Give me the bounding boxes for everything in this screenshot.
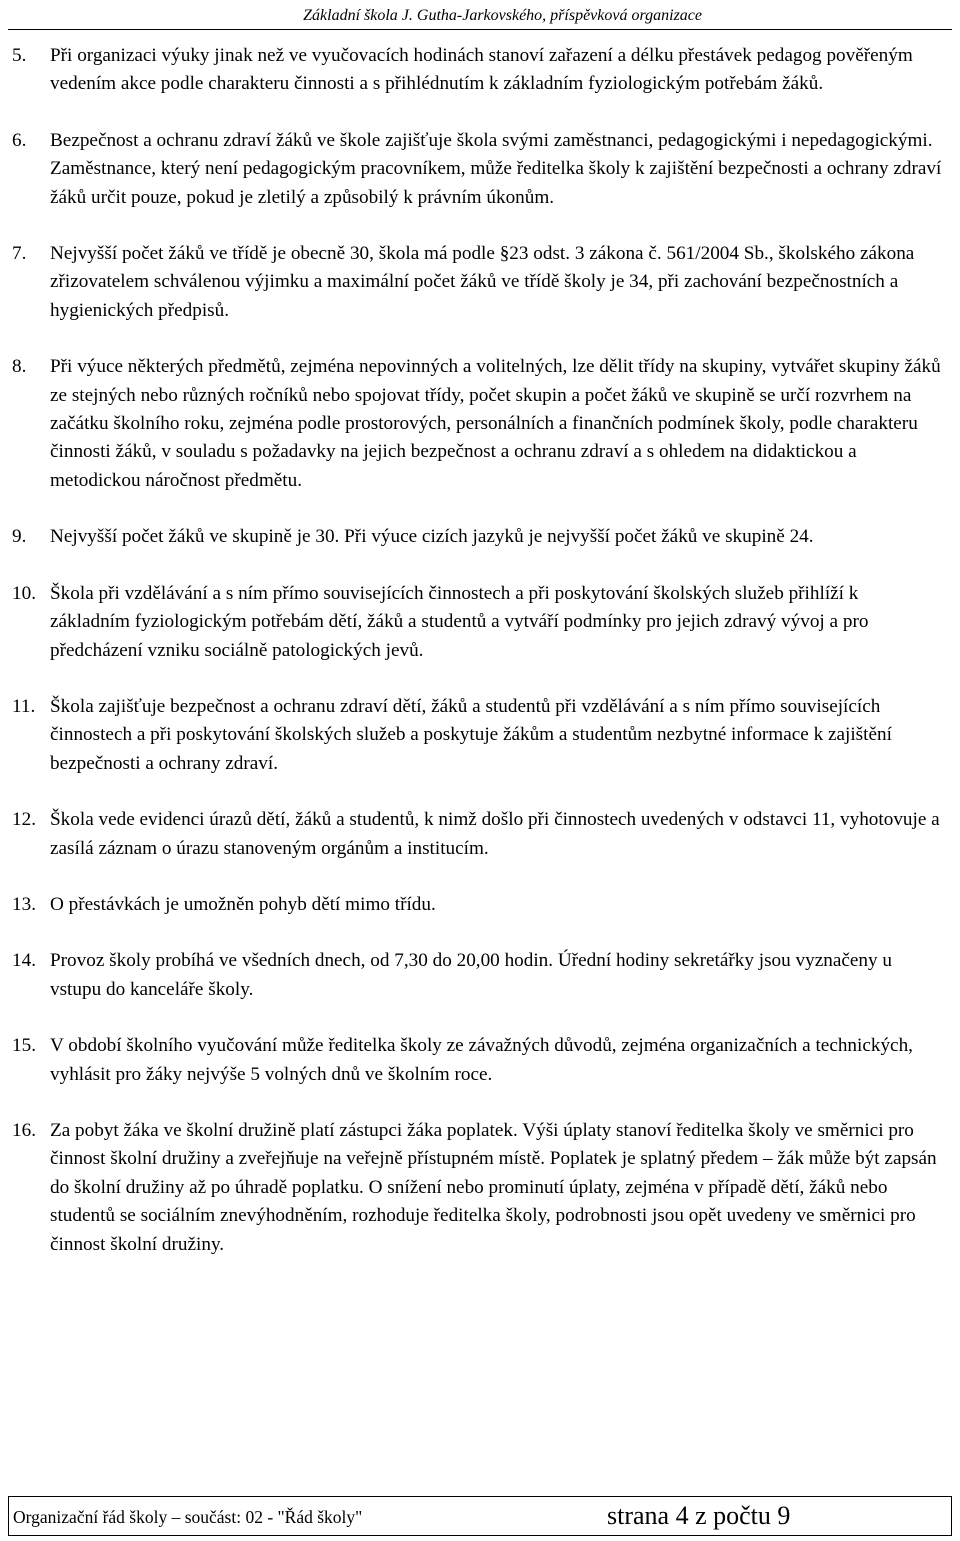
item-text: Škola při vzdělávání a s ním přímo souvisejících činnostech a při poskytování školských služeb přihlíží k základním fyziologickým potřebám dětí, žáků a studentů a vytváří podmínky pro jejich zdravý vývoj a pro předcházení vzniku sociálně patologických jevů.	[50, 582, 869, 661]
item-text: Škola vede evidenci úrazů dětí, žáků a studentů, k nimž došlo při činnostech uvedených v odstavci 11, vyhotovuje a zasílá záznam o úrazu stanoveným orgánům a institucím.	[50, 809, 940, 859]
item-number: 8.	[12, 356, 27, 378]
header-rule	[8, 29, 952, 30]
item-number: 14.	[12, 950, 36, 972]
page-footer	[8, 1496, 952, 1536]
item-text: Bezpečnost a ochranu zdraví žáků ve škole zajišťuje škola svými zaměstnanci, pedagogickými i nepedagogickými. Zaměstnance, který není pedagogickým pracovníkem, může ředitelka školy k zajištění bezpečnosti a ochrany zdraví žáků určit pouze, pokud je zletilý a způsobilý k právním úkonům.	[50, 129, 942, 208]
item-text: Nejvyšší počet žáků ve skupině je 30. Při výuce cizích jazyků je nejvyšší počet žáků ve skupině 24.	[50, 526, 814, 548]
item-number: 13.	[12, 893, 36, 915]
item-number: 9.	[12, 526, 27, 548]
list-item	[12, 523, 942, 551]
item-text: Nejvyšší počet žáků ve třídě je obecně 30, škola má podle §23 odst. 3 zákona č. 561/2004 Sb., školského zákona zřizovatelem schválenou výjimku a maximální počet žáků ve třídě školy je 34, při zachování bezpečnostních a hygienických předpisů.	[50, 243, 915, 321]
list-item	[12, 693, 942, 778]
document-body	[12, 42, 942, 1287]
item-number: 7.	[12, 243, 27, 265]
item-number: 16.	[12, 1119, 36, 1141]
list-item	[12, 240, 942, 325]
item-text: O přestávkách je umožněn pohyb dětí mimo třídu.	[50, 893, 436, 915]
item-number: 15.	[12, 1035, 36, 1057]
item-number: 5.	[12, 45, 27, 66]
list-item	[12, 806, 942, 863]
list-item	[12, 580, 942, 665]
list-item	[12, 127, 942, 212]
list-item	[12, 1117, 942, 1259]
item-number: 6.	[12, 129, 27, 151]
item-text: Za pobyt žáka ve školní družině platí zástupci žáka poplatek. Výši úplaty stanoví ředitelka školy ve směrnici pro činnost školní družiny a zveřejňuje na veřejně přístupném místě. Poplatek je splatný předem – žák může být zapsán do školní družiny až po úhradě poplatku. O snížení nebo prominutí úplaty, zejména v případě dětí, žáků nebo studentů se sociálním znevýhodněním, rozhoduje ředitelka školy, podrobnosti jsou opět uvedeny ve směrnici pro činnost školní družiny.	[50, 1119, 937, 1255]
item-text: Při výuce některých předmětů, zejména nepovinných a volitelných, lze dělit třídy na skupiny, vytvářet skupiny žáků ze stejných nebo různých ročníků nebo spojovat třídy, počet skupin a počet žáků ve skupině se určí rozvrhem na začátku školního roku, zejména podle prostorových, personálních a finančních podmínek školy, podle charakteru činnosti žáků, v souladu s požadavky na jejich bezpečnost a ochranu zdraví a s ohledem na didaktickou a metodickou náročnost předmětu.	[50, 356, 941, 491]
list-item	[12, 891, 942, 919]
item-number: 10.	[12, 582, 36, 604]
item-text: Při organizaci výuky jinak než ve vyučovacích hodinách stanoví zařazení a délku přestávek pedagog pověřeným vedením akce podle charakteru činnosti a s přihlédnutím k základním fyziologickým potřebám žáků.	[50, 45, 913, 95]
list-item	[12, 1032, 942, 1089]
item-number: 11.	[12, 695, 36, 717]
item-text: V období školního vyučování může ředitelka školy ze závažných důvodů, zejména organizačních a technických, vyhlásit pro žáky nejvýše 5 volných dnů ve školním roce.	[50, 1035, 913, 1085]
footer-document-title: Organizační řád školy – součást: 02 - "Řád školy"	[13, 1507, 363, 1527]
list-item	[12, 947, 942, 1004]
item-text: Provoz školy probíhá ve všedních dnech, od 7,30 do 20,00 hodin. Úřední hodiny sekretářky jsou vyznačeny u vstupu do kanceláře školy.	[50, 950, 892, 1000]
list-item	[12, 42, 942, 99]
list-item	[12, 353, 942, 495]
item-number: 12.	[12, 809, 36, 831]
page-header: Základní škola J. Gutha-Jarkovského, příspěvková organizace	[303, 7, 702, 24]
page-number: strana 4 z počtu 9	[607, 1501, 791, 1530]
item-text: Škola zajišťuje bezpečnost a ochranu zdraví dětí, žáků a studentů při vzdělávání a s ním přímo souvisejících činnostech a při poskytování školských služeb a poskytuje žákům a studentům nezbytné informace k zajištění bezpečnosti a ochrany zdraví.	[50, 695, 892, 774]
